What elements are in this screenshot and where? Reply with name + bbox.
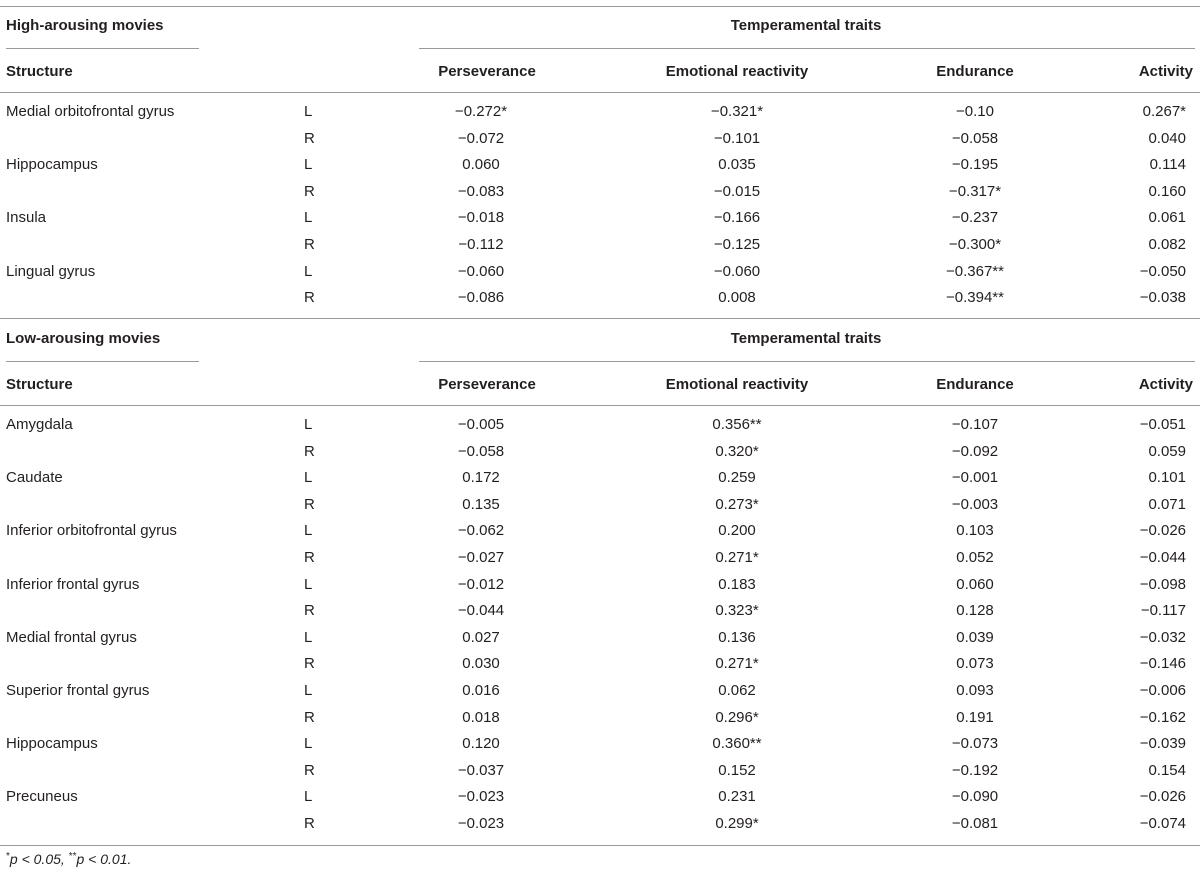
- table-cell: 0.052: [956, 549, 994, 566]
- hemisphere-side: R: [304, 815, 315, 832]
- table-cell: 0.120: [462, 735, 500, 752]
- table-cell: 0.039: [956, 629, 994, 646]
- structure-name: Hippocampus: [6, 156, 98, 173]
- structure-name: Medial orbitofrontal gyrus: [6, 103, 175, 120]
- table-cell: 0.114: [1149, 156, 1186, 173]
- section-title: High-arousing movies: [6, 17, 164, 34]
- table-cell: 0.259: [718, 469, 756, 486]
- section-title-rule: [6, 361, 199, 362]
- structure-name: Superior frontal gyrus: [6, 682, 150, 699]
- group-header-rule: [419, 361, 1195, 362]
- table-cell: −0.072: [457, 130, 505, 147]
- structure-name: Inferior frontal gyrus: [6, 576, 140, 593]
- table-cell: 0.035: [718, 156, 756, 173]
- table-cell: 0.160: [1148, 183, 1186, 200]
- table-cell: −0.032: [1139, 629, 1186, 646]
- column-header: Activity: [1138, 376, 1193, 393]
- table-cell: −0.317*: [948, 183, 1002, 200]
- footnote-star-single: *: [6, 851, 10, 862]
- table-cell: 0.059: [1148, 443, 1186, 460]
- section-top-rule: [0, 318, 1200, 319]
- table-cell: −0.012: [457, 576, 505, 593]
- table-cell: −0.037: [457, 762, 505, 779]
- table-cell: −0.006: [1139, 682, 1186, 699]
- table-cell: 0.082: [1148, 236, 1186, 253]
- table-cell: −0.086: [457, 289, 505, 306]
- table-cell: −0.039: [1139, 735, 1186, 752]
- table-cell: −0.015: [713, 183, 761, 200]
- column-header: Endurance: [936, 63, 1014, 80]
- column-header: Emotional reactivity: [665, 376, 809, 393]
- table-cell: −0.117: [1140, 602, 1186, 619]
- table-cell: 0.323*: [715, 602, 759, 619]
- table-cell: 0.172: [462, 469, 500, 486]
- table-cell: 0.299*: [715, 815, 759, 832]
- table-bottom-rule: [0, 845, 1200, 846]
- table-cell: −0.044: [1139, 549, 1186, 566]
- table-cell: 0.154: [1148, 762, 1186, 779]
- table-cell: −0.027: [457, 549, 505, 566]
- column-header: Activity: [1138, 63, 1193, 80]
- table-cell: 0.060: [462, 156, 500, 173]
- footnote-text-double: p < 0.01.: [76, 851, 132, 867]
- table-cell: −0.023: [457, 788, 505, 805]
- hemisphere-side: R: [304, 655, 315, 672]
- table-cell: 0.183: [718, 576, 756, 593]
- table-cell: −0.060: [457, 263, 505, 280]
- table-cell: 0.152: [718, 762, 756, 779]
- table-cell: 0.101: [1148, 469, 1186, 486]
- table-cell: 0.200: [718, 522, 756, 539]
- table-cell: −0.074: [1139, 815, 1186, 832]
- hemisphere-side: L: [304, 209, 313, 226]
- structure-name: Inferior orbitofrontal gyrus: [6, 522, 177, 539]
- table-cell: −0.001: [951, 469, 999, 486]
- table-cell: −0.166: [713, 209, 761, 226]
- table-cell: 0.016: [462, 682, 500, 699]
- table-cell: −0.192: [951, 762, 999, 779]
- table-cell: −0.058: [951, 130, 999, 147]
- structure-name: Caudate: [6, 469, 63, 486]
- table-cell: −0.058: [457, 443, 505, 460]
- table-cell: 0.191: [956, 709, 994, 726]
- section-title: Low-arousing movies: [6, 330, 161, 347]
- table-cell: −0.051: [1139, 416, 1186, 433]
- table-cell: 0.273*: [715, 496, 759, 513]
- table-cell: 0.030: [462, 655, 500, 672]
- hemisphere-side: R: [304, 236, 315, 253]
- hemisphere-side: L: [304, 522, 313, 539]
- table-cell: −0.073: [951, 735, 999, 752]
- group-header-temperamental-traits: Temperamental traits: [730, 330, 882, 347]
- table-cell: −0.237: [951, 209, 999, 226]
- hemisphere-side: L: [304, 156, 313, 173]
- table-cell: −0.195: [951, 156, 999, 173]
- hemisphere-side: L: [304, 576, 313, 593]
- table-cell: −0.10: [956, 103, 994, 120]
- table-cell: −0.081: [951, 815, 999, 832]
- table-cell: −0.023: [457, 815, 505, 832]
- table-cell: −0.107: [951, 416, 999, 433]
- table-cell: 0.271*: [715, 655, 759, 672]
- group-header-temperamental-traits: Temperamental traits: [730, 17, 882, 34]
- hemisphere-side: R: [304, 709, 315, 726]
- hemisphere-side: L: [304, 416, 313, 433]
- table-cell: −0.367**: [946, 263, 1004, 280]
- table-cell: 0.018: [462, 709, 500, 726]
- table-cell: 0.320*: [715, 443, 759, 460]
- table-cell: −0.300*: [948, 236, 1002, 253]
- table-cell: 0.296*: [715, 709, 759, 726]
- table-cell: −0.062: [457, 522, 505, 539]
- table-cell: 0.093: [956, 682, 994, 699]
- table-cell: 0.128: [956, 602, 994, 619]
- hemisphere-side: R: [304, 130, 315, 147]
- structure-name: Precuneus: [6, 788, 78, 805]
- header-bottom-rule: [0, 405, 1200, 406]
- hemisphere-side: R: [304, 602, 315, 619]
- hemisphere-side: L: [304, 469, 313, 486]
- table-cell: 0.062: [718, 682, 756, 699]
- table-cell: −0.092: [951, 443, 999, 460]
- table-cell: −0.321*: [710, 103, 764, 120]
- hemisphere-side: R: [304, 183, 315, 200]
- table-cell: −0.026: [1139, 522, 1186, 539]
- hemisphere-side: R: [304, 549, 315, 566]
- structure-name: Lingual gyrus: [6, 263, 96, 280]
- group-header-rule: [419, 48, 1195, 49]
- table-cell: 0.060: [956, 576, 994, 593]
- table-cell: −0.090: [951, 788, 999, 805]
- structure-column-header: Structure: [6, 376, 73, 393]
- table-cell: −0.272*: [454, 103, 508, 120]
- hemisphere-side: R: [304, 289, 315, 306]
- footnote-star-double: **: [68, 851, 77, 862]
- structure-column-header: Structure: [6, 63, 73, 80]
- table-cell: 0.271*: [715, 549, 759, 566]
- table-cell: −0.162: [1139, 709, 1186, 726]
- table-cell: −0.101: [713, 130, 761, 147]
- structure-name: Medial frontal gyrus: [6, 629, 137, 646]
- hemisphere-side: L: [304, 263, 313, 280]
- table-cell: −0.394**: [946, 289, 1004, 306]
- hemisphere-side: L: [304, 788, 313, 805]
- hemisphere-side: L: [304, 629, 313, 646]
- table-cell: −0.026: [1139, 788, 1186, 805]
- table-cell: 0.103: [956, 522, 994, 539]
- table-cell: −0.083: [457, 183, 505, 200]
- table-cell: −0.038: [1139, 289, 1186, 306]
- table-cell: 0.008: [718, 289, 756, 306]
- hemisphere-side: R: [304, 496, 315, 513]
- column-header: Perseverance: [438, 63, 536, 80]
- table-cell: 0.136: [718, 629, 756, 646]
- table-cell: 0.061: [1148, 209, 1186, 226]
- structure-name: Insula: [6, 209, 47, 226]
- table-cell: 0.360**: [712, 735, 762, 752]
- table-cell: 0.073: [956, 655, 994, 672]
- table-cell: −0.060: [713, 263, 761, 280]
- table-cell: −0.005: [457, 416, 505, 433]
- table-cell: −0.003: [951, 496, 999, 513]
- hemisphere-side: L: [304, 735, 313, 752]
- structure-name: Hippocampus: [6, 735, 98, 752]
- hemisphere-side: L: [304, 103, 313, 120]
- table-cell: −0.125: [713, 236, 761, 253]
- table-cell: 0.027: [462, 629, 500, 646]
- table-cell: −0.112: [458, 236, 504, 253]
- header-bottom-rule: [0, 92, 1200, 93]
- column-header: Endurance: [936, 376, 1014, 393]
- column-header: Emotional reactivity: [665, 63, 809, 80]
- column-header: Perseverance: [438, 376, 536, 393]
- section-title-rule: [6, 48, 199, 49]
- footnote: [6, 851, 131, 867]
- table-cell: 0.356**: [712, 416, 762, 433]
- table-cell: −0.050: [1139, 263, 1186, 280]
- table-cell: 0.267*: [1142, 103, 1186, 120]
- table-cell: 0.135: [462, 496, 500, 513]
- table-cell: 0.071: [1148, 496, 1186, 513]
- footnote-text-single: p < 0.05,: [9, 851, 69, 867]
- table-cell: −0.018: [457, 209, 505, 226]
- section-top-rule: [0, 6, 1200, 7]
- table-cell: 0.040: [1148, 130, 1186, 147]
- structure-name: Amygdala: [6, 416, 73, 433]
- hemisphere-side: R: [304, 443, 315, 460]
- table-cell: 0.231: [718, 788, 756, 805]
- table-cell: −0.098: [1139, 576, 1186, 593]
- hemisphere-side: R: [304, 762, 315, 779]
- table-cell: −0.044: [457, 602, 505, 619]
- hemisphere-side: L: [304, 682, 313, 699]
- table-cell: −0.146: [1139, 655, 1186, 672]
